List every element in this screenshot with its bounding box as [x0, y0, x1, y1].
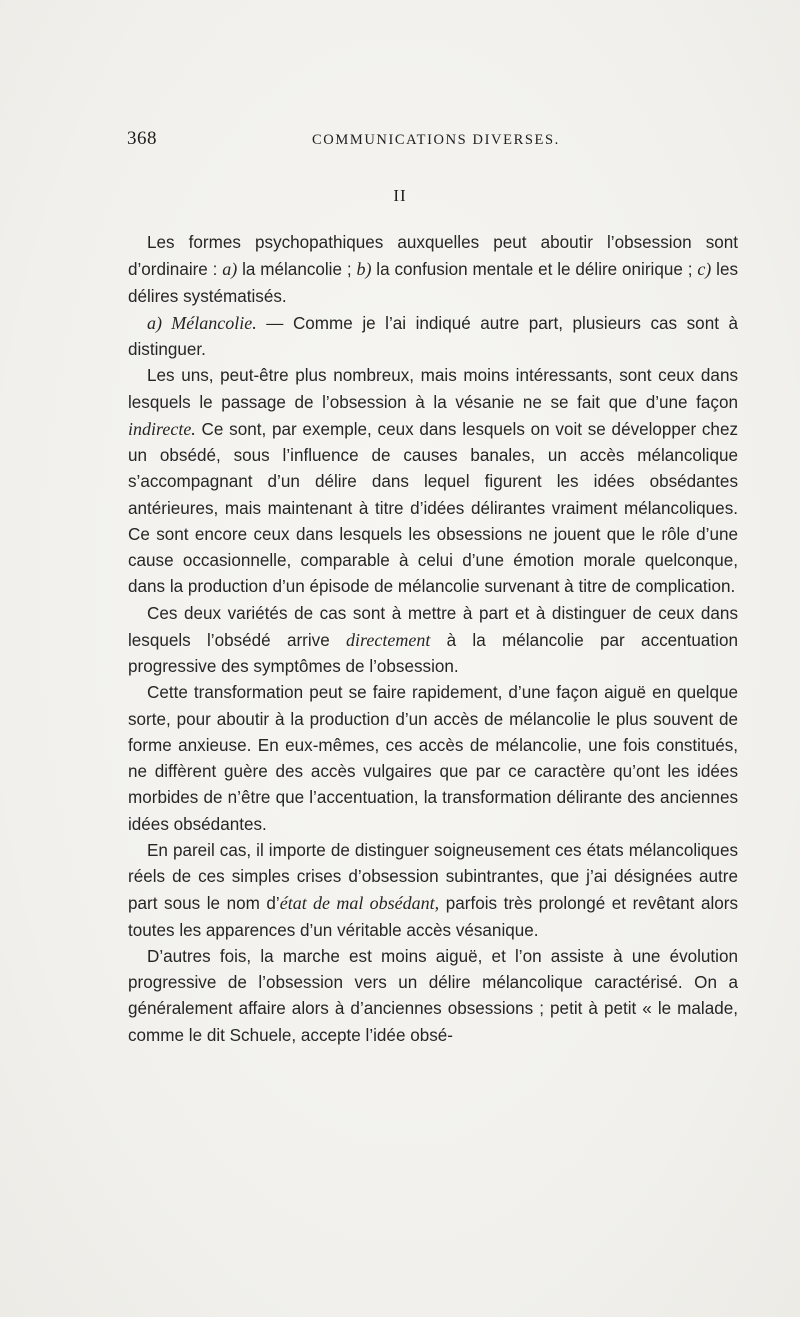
emphasis-etat-de-mal: état de mal obsédant, [279, 893, 440, 914]
paragraph-4: Ces deux variétés de cas sont à mettre à part et à distinguer de ceux dans lesquels l’obsédé arrive directement à la mélancolie par accentuation progressive des symptômes de l’obsession. [128, 603, 738, 676]
list-label-b: b) [356, 259, 372, 280]
section-number: II [393, 186, 407, 205]
subsection-heading: a) Mélancolie. [147, 312, 257, 333]
paragraph-1: Les formes psychopathiques auxquelles peut aboutir l’obsession sont d’ordinaire : a) la mélancolie ; b) la confusion mentale et le délire onirique ; c) les délires systématisés. [128, 233, 738, 306]
paragraph-3: Les uns, peut-être plus nombreux, mais moins intéressants, sont ceux dans lesquels le passage de l’obsession à la vésanie ne se fait que d’une façon indirecte. Ce sont, par exemple, ceux dans lesquels on voit se développer chez un obsédé, sous l’influence de causes banales, un accès mélancolique s’accompagnant d’un délire dans lequel figurent les idées obsédantes antérieures, mais maintenant à titre d’idées délirantes vraiment mélancoliques. Ce sont encore ceux dans lesquels les obsessions ne jouent que le rôle d’une cause occasionnelle, comparable à celui d’une émotion morale quelconque, dans la production d’un épisode de mélancolie survenant à titre de complication. [128, 366, 738, 597]
list-label-c: c) [697, 259, 712, 280]
page-header [127, 128, 737, 156]
paragraph-6: En pareil cas, il importe de distinguer soigneusement ces états mélancoliques réels de ces simples crises d’obsession subintrantes, que j’ai désignées autre part sous le nom d’état de mal obsédant, parfois très prolongé et revêtant alors toutes les apparences d’un véritable accès vésanique. [128, 840, 739, 940]
emphasis-indirecte: indirecte. [128, 418, 196, 439]
page-number: 368 [127, 128, 157, 149]
paragraph-5: Cette transformation peut se faire rapidement, d’une façon aiguë en quelque sorte, pour aboutir à la production d’un accès de mélancolie le plus souvent de forme anxieuse. En eux-mêmes, ces accès de mélancolie, une fois constitués, ne diffèrent guère des accès vulgaires que par ce caractère qu’ont les idées morbides de n’être que l’accentuation, la transformation délirante des anciennes idées obsédantes. [128, 683, 738, 834]
list-label-a: a) [222, 259, 238, 280]
paragraph-2: a) Mélancolie. — Comme je l’ai indiqué autre part, plusieurs cas sont à distinguer. [128, 312, 738, 359]
emphasis-directement: directement [346, 629, 431, 650]
running-title: COMMUNICATIONS DIVERSES. [312, 132, 560, 148]
body-text [128, 230, 738, 1049]
paragraph-7: D’autres fois, la marche est moins aiguë, et l’on assiste à une évolution progressive de l’obsession vers un délire mélancolique caractérisé. On a généralement affaire alors à d’anciennes obsessions ; petit à petit « le malade, comme le dit Schuele, accepte l’idée obsé- [128, 946, 738, 1045]
